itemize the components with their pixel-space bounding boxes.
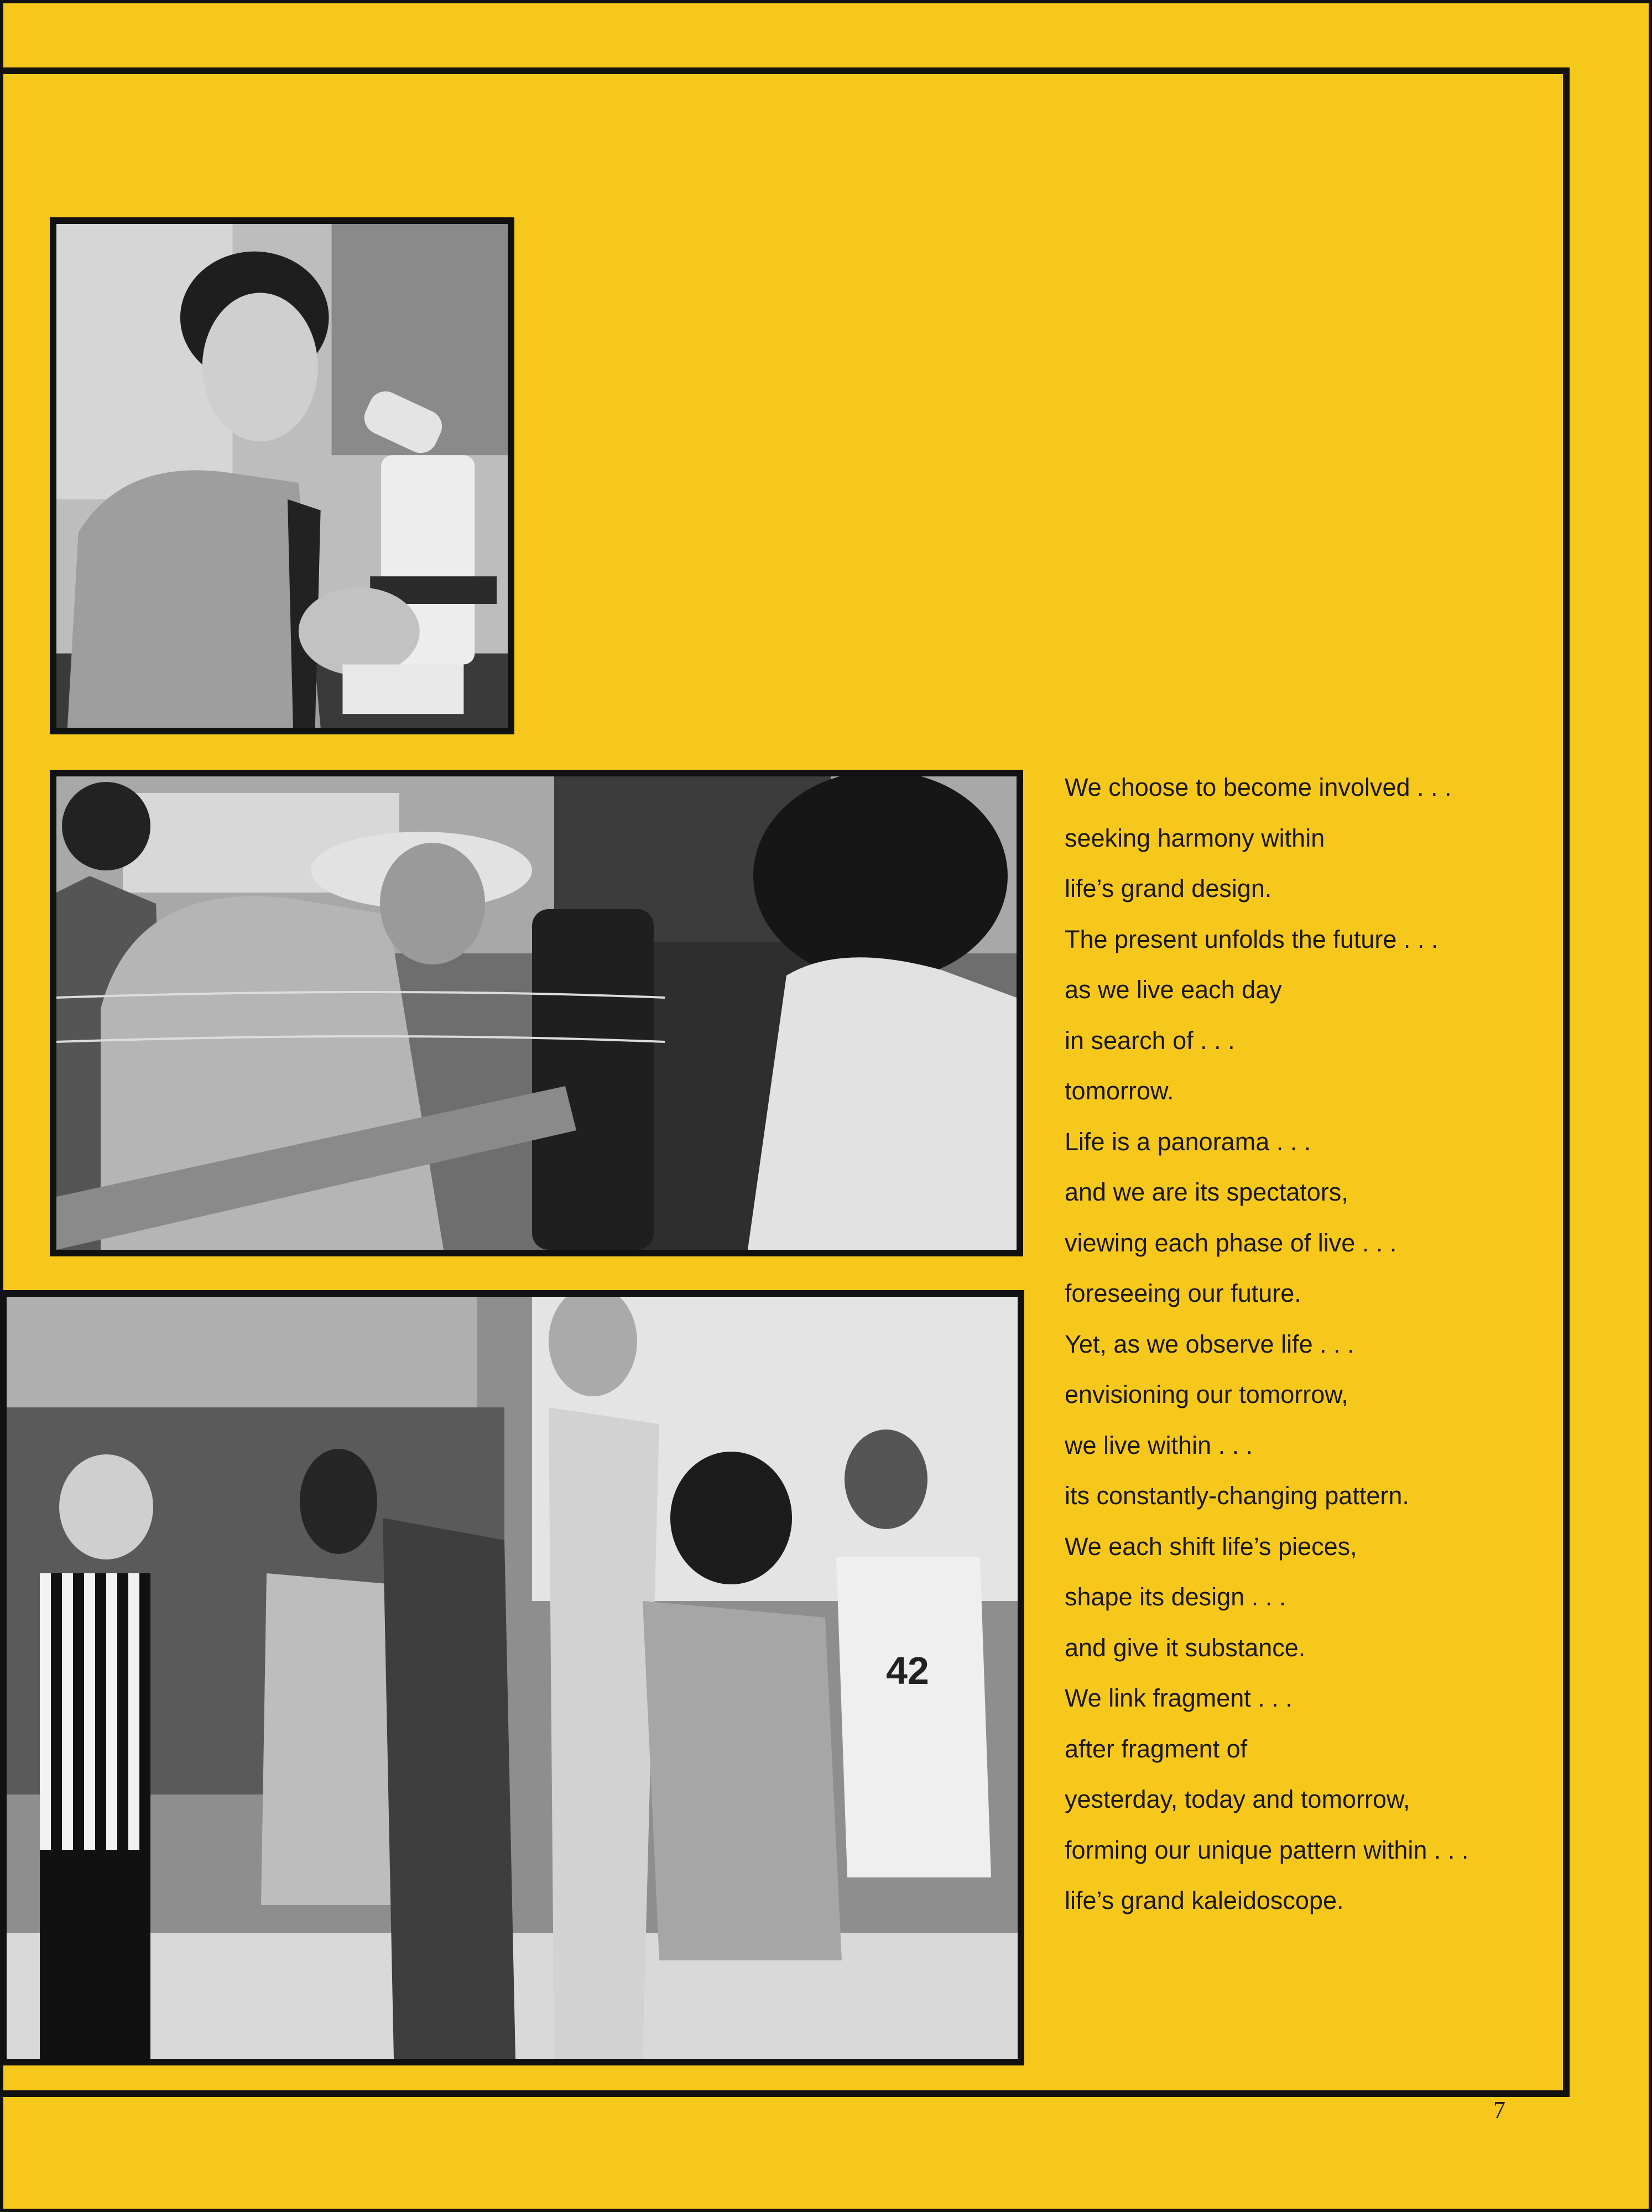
poem-line: Life is a panorama . . . [1065,1127,1311,1156]
poem-line: life’s grand kaleidoscope. [1065,1886,1344,1914]
photo-fence-work [50,770,1023,1256]
poem-line: tomorrow. [1065,1077,1174,1105]
jersey-number-42: 42 [886,1649,929,1692]
poem-line: in search of . . . [1065,1026,1235,1055]
frame-top-rule [0,67,1570,74]
poem-text-block [1065,762,1562,1926]
poem-line: forming our unique pattern within . . . [1065,1835,1469,1864]
poem-line: we live within . . . [1065,1431,1253,1459]
poem-line: We link fragment . . . [1065,1684,1293,1712]
frame-bottom-rule [0,2090,1570,2097]
poem-line: seeking harmony within [1065,823,1325,852]
poem-line: after fragment of [1065,1734,1248,1763]
photo-fence-work-image [56,776,1017,1250]
poem-line: life’s grand design. [1065,874,1272,902]
poem-line: We choose to become involved . . . [1065,773,1452,801]
page-number: 7 [1493,2096,1505,2124]
poem-line: shape its design . . . [1065,1583,1286,1611]
poem-line: We each shift life’s pieces, [1065,1532,1357,1561]
poem-line: viewing each phase of live . . . [1065,1228,1397,1257]
poem-line: Yet, as we observe life . . . [1065,1329,1354,1358]
poem-line: envisioning our tomorrow, [1065,1380,1348,1408]
photo-basketball-game [0,1290,1024,2065]
page-border-outer-bottom [0,2209,1652,2212]
photo-microscope [50,217,514,734]
poem-line: and we are its spectators, [1065,1178,1348,1206]
page-border-outer-top [0,0,1652,3]
page-border-outer-right [1649,0,1652,2212]
photo-microscope-image [56,224,508,728]
poem-line: The present unfolds the future . . . [1065,925,1439,953]
poem-line: its constantly-changing pattern. [1065,1481,1409,1510]
poem-line: as we live each day [1065,975,1282,1004]
poem-line: yesterday, today and tomorrow, [1065,1785,1410,1813]
photo-basketball-game-image [7,1297,1018,2059]
frame-right-rule [1563,67,1570,2097]
poem-line: and give it substance. [1065,1633,1306,1662]
poem-line: foreseeing our future. [1065,1279,1301,1307]
